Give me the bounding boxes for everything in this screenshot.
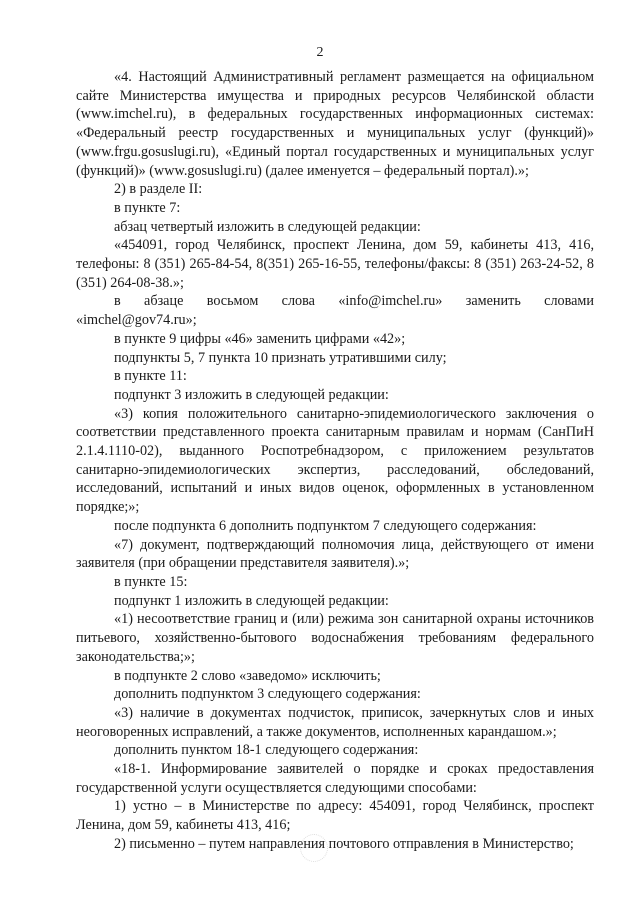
- paragraph: 1) устно – в Министерстве по адресу: 454091, город Челябинск, проспект Ленина, дом 59, кабинеты 413, 416;: [76, 798, 594, 834]
- paragraph: дополнить пунктом 18-1 следующего содержания:: [114, 742, 419, 759]
- paragraph: «1) несоответствие границ и (или) режима зон санитарной охраны источников питьевого, хозяйственно-бытового водоснабжения требованиям федерального законодательства;»;: [76, 611, 594, 665]
- paragraph: в подпункте 2 слово «заведомо» исключить;: [114, 667, 381, 684]
- paragraph: в пункте 7:: [114, 199, 181, 216]
- paragraph: подпункты 5, 7 пункта 10 признать утратившими силу;: [114, 349, 447, 366]
- paragraph: «18-1. Информирование заявителей о порядке и сроках предоставления государственной услуги осуществляется следующими способами:: [76, 761, 594, 796]
- document-body: [76, 68, 594, 854]
- paragraph: 2) в разделе II:: [114, 181, 203, 198]
- paragraph: «3) копия положительного санитарно-эпидемиологического заключения о соответствии представленного проекта санитарным правилам и нормам (СанПиН 2.1.4.1110-02), выданного Роспотребнадзором, с приложением результатов санитарно-эпидемиологических экспертиз, расследований, обследований, исследований, испытаний и иных видов оценок, оформленных в установленном порядке;»;: [76, 405, 594, 516]
- paragraph: в пункте 15:: [114, 573, 188, 590]
- paragraph: абзац четвертый изложить в следующей редакции:: [114, 218, 421, 235]
- paragraph: «454091, город Челябинск, проспект Ленина, дом 59, кабинеты 413, 416, телефоны: 8 (351) 265-84-54, 8(351) 265-16-55, телефоны/факсы: 8 (351) 263-24-52, 8 (351) 264-08-38.»;: [76, 237, 594, 291]
- page-number: 2: [316, 45, 324, 60]
- paragraph: в абзаце восьмом слова «info@imchel.ru» заменить словами «imchel@gov74.ru»;: [76, 293, 594, 329]
- paragraph: подпункт 3 изложить в следующей редакции:: [114, 386, 389, 403]
- paragraph: «4. Настоящий Административный регламент размещается на официальном сайте Министерства имущества и природных ресурсов Челябинской области (www.imchel.ru), в федеральных государственных информационных системах: «Федеральный реестр государственных и муниципальных услуг (функций)» (www.frgu.gosuslugi.ru), «Единый портал государственных и муниципальных услуг (функций)» (www.gosuslugi.ru) (далее именуется – федеральный портал).»;: [76, 69, 594, 179]
- paragraph: в пункте 9 цифры «46» заменить цифрами «42»;: [114, 330, 406, 347]
- paragraph: «3) наличие в документах подчисток, приписок, зачеркнутых слов и иных неоговоренных исправлений, а также документов, исполненных карандашом.»;: [76, 704, 594, 740]
- paragraph: подпункт 1 изложить в следующей редакции:: [114, 592, 389, 609]
- paragraph: дополнить подпунктом 3 следующего содержания:: [114, 686, 421, 703]
- paragraph: 2) письменно – путем направления почтового отправления в Министерство;: [114, 835, 574, 852]
- paragraph: после подпункта 6 дополнить подпунктом 7 следующего содержания:: [114, 517, 537, 534]
- paragraph: в пункте 11:: [114, 368, 187, 385]
- faint-stamp-mark: [300, 834, 328, 862]
- paragraph: «7) документ, подтверждающий полномочия лица, действующего от имени заявителя (при обращении представителя заявителя).»;: [76, 536, 594, 572]
